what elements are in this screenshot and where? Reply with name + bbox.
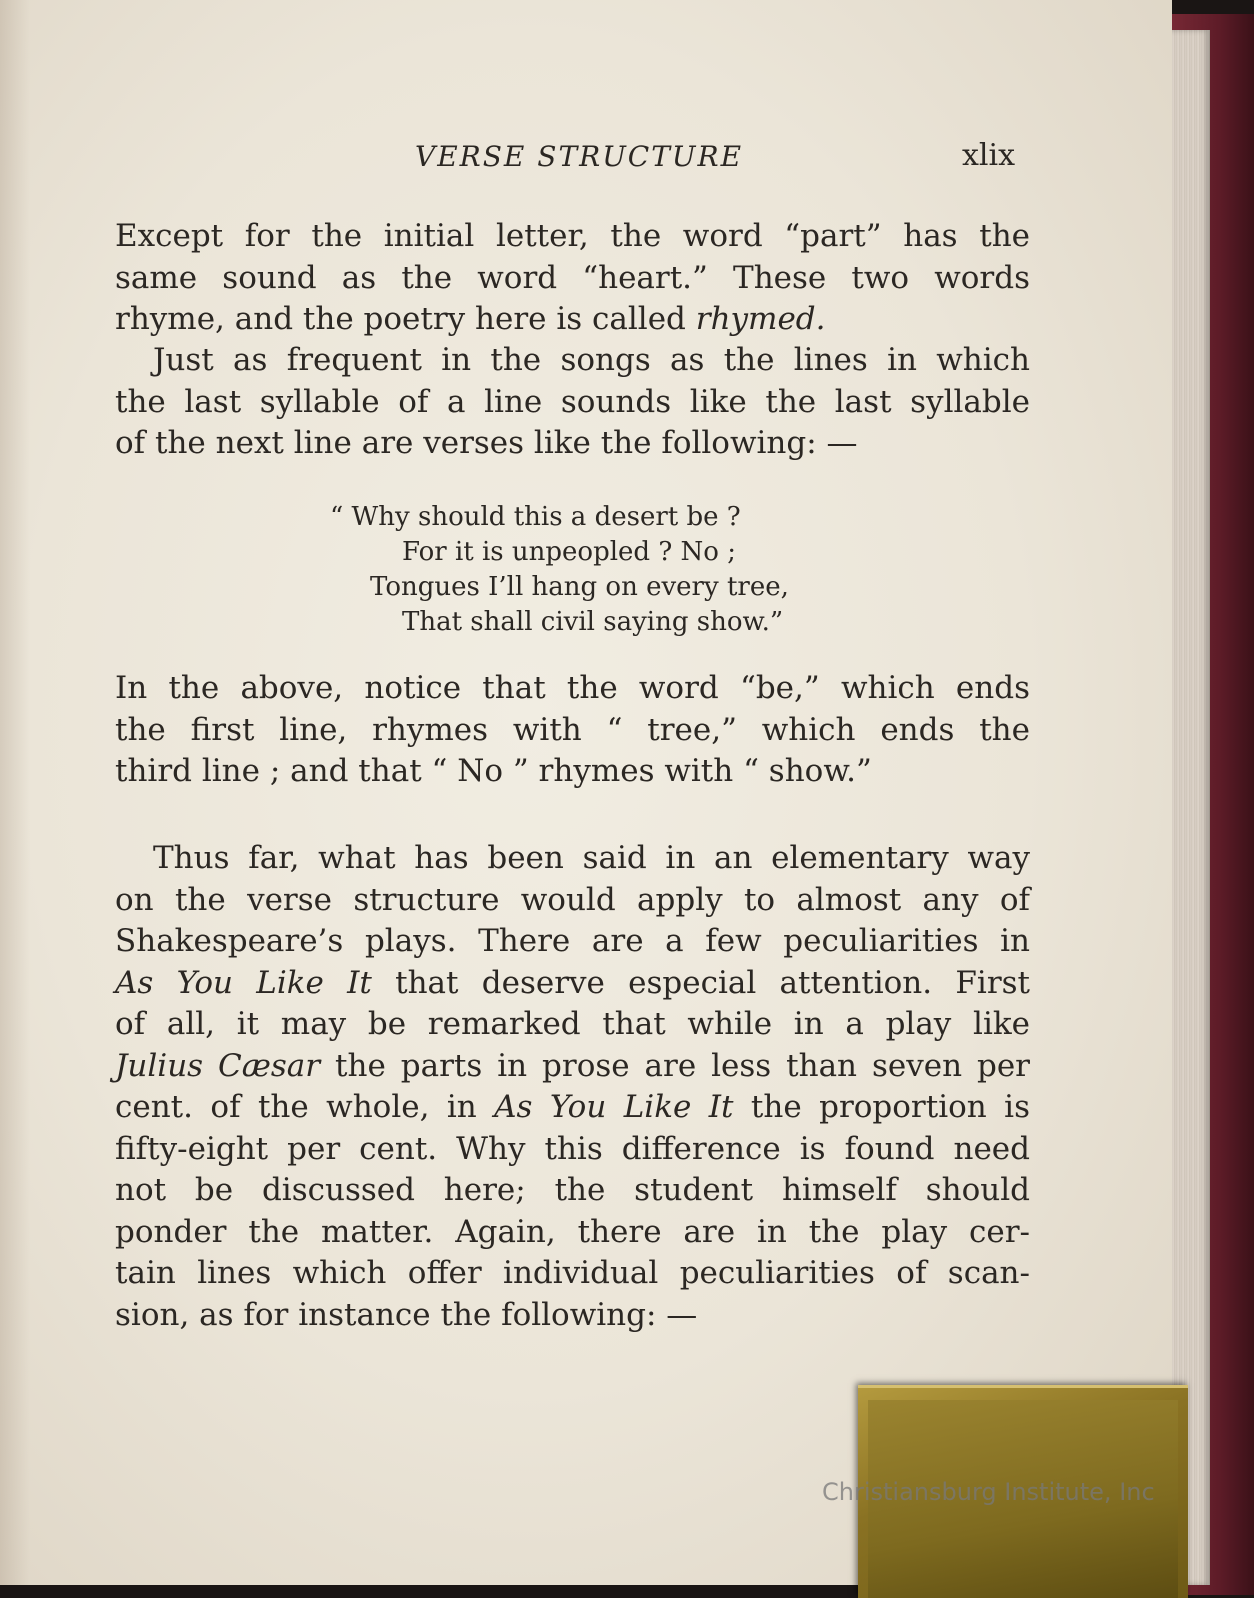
verse-line: That shall civil saying show.” [402, 607, 784, 637]
text-line: on the verse structure would apply to almost any of [115, 881, 1030, 918]
verse-line: Tongues I’ll hang on every tree, [370, 572, 789, 602]
paragraph-peculiarities [115, 838, 1030, 1336]
text-line: same sound as the word “heart.” These two words [115, 259, 1030, 296]
text-line: of all, it may be remarked that while in a play like [115, 1006, 1030, 1042]
text-line: sion, as for instance the following: — [115, 1296, 698, 1333]
text-line: third line ; and that “ No ” rhymes with “ show.” [115, 753, 872, 789]
text-line: of the next line are verses like the following: — [115, 425, 858, 461]
text-line [115, 963, 1030, 1005]
text-line: Shakespeare’s plays. There are a few peculiarities in [115, 923, 1030, 959]
text-line [115, 1046, 1030, 1088]
italic-title: As You Like It [115, 964, 372, 1001]
text-line: tain lines which offer individual peculiarities of scan- [115, 1255, 1030, 1291]
verse-line: For it is unpeopled ? No ; [402, 537, 736, 567]
text-line: Just as frequent in the songs as the lines in which [153, 342, 1030, 378]
paragraph-verses-intro [115, 340, 1030, 465]
paragraph-rhyme-notice [115, 668, 1030, 793]
page-number: xlix [962, 138, 1016, 173]
text-line: the first line, rhymes with “ tree,” which ends the [115, 711, 1030, 748]
text-line-rich: cent. of the whole, in As You Like It the proportion is [115, 1089, 1031, 1125]
watermark: Christiansburg Institute, Inc [822, 1478, 1155, 1506]
italic-title: rhymed. [695, 301, 826, 337]
text-line-rich: rhyme, and the poetry here is called rhymed. [115, 301, 826, 337]
page-gutter-shadow [0, 0, 30, 1585]
text-line: In the above, notice that the word “be,” which ends [115, 670, 1030, 706]
text-line: Except for the initial letter, the word “part” has the [115, 218, 1030, 254]
italic-title: As You Like It [494, 1089, 734, 1125]
paragraph-rhyme-intro [115, 216, 1030, 341]
text-line [115, 299, 1030, 341]
text-line: Thus far, what has been said in an elementary way [153, 840, 1030, 876]
running-head: VERSE STRUCTURE [415, 140, 744, 173]
verse-quotation [330, 500, 789, 640]
text-line [115, 1087, 1030, 1129]
verse-line: “ Why should this a desert be ? [330, 502, 741, 532]
text-line: not be discussed here; the student himself should [115, 1172, 1030, 1208]
text-line-rich: As You Like It that deserve especial attention. First [115, 964, 1031, 1001]
text-line: ponder the matter. Again, there are in the play cer- [115, 1213, 1030, 1250]
text-line-rich: Julius Cæsar the parts in prose are less than seven per [115, 1047, 1030, 1084]
italic-title: Julius Cæsar [115, 1047, 321, 1084]
text-line: fifty-eight per cent. Why this difference is found need [115, 1130, 1030, 1167]
text-line: the last syllable of a line sounds like the last syllable [115, 383, 1030, 420]
